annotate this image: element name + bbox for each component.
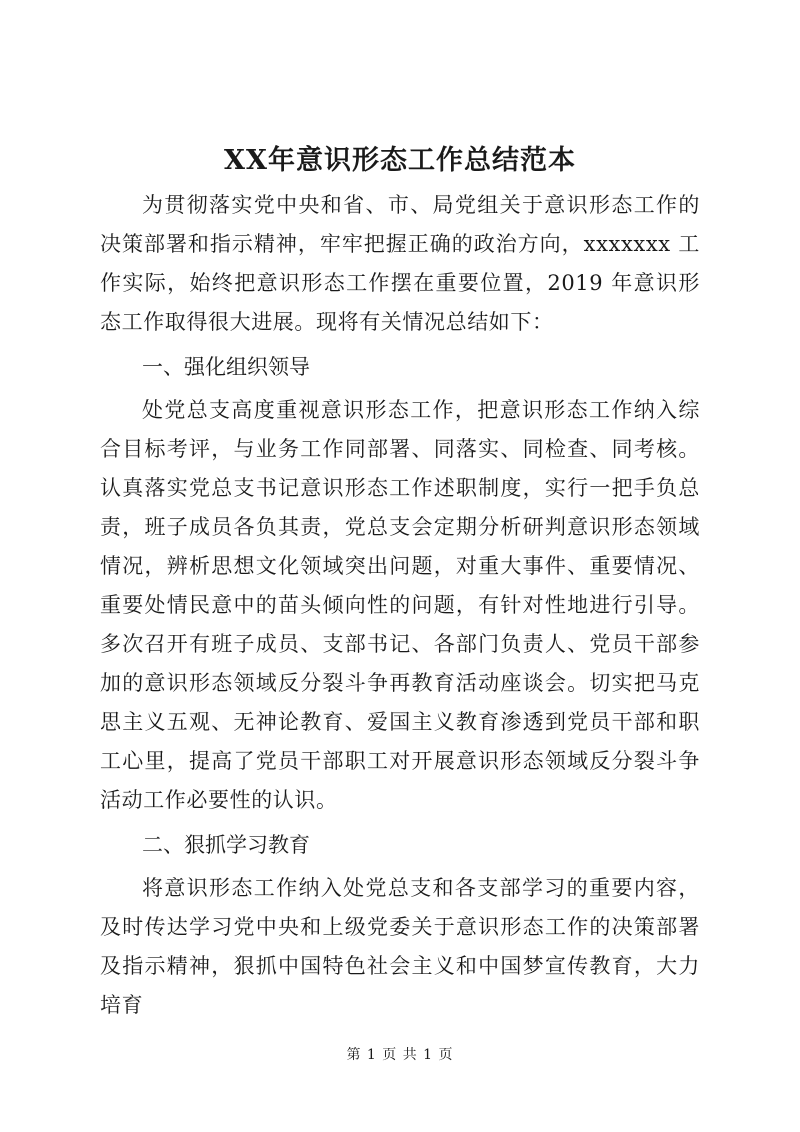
intro-paragraph: 为贯彻落实党中央和省、市、局党组关于意识形态工作的决策部署和指示精神，牢牢把握正确的政治方向，xxxxxxx 工作实际，始终把意识形态工作摆在重要位置，2019 年意识形态工作取得很大进展。现将有关情况总结如下： — [100, 193, 700, 334]
section-paragraph-1: 处党总支高度重视意识形态工作，把意识形态工作纳入综合目标考评，与业务工作同部署、同落实、同检查、同考核。认真落实党总支书记意识形态工作述职制度，实行一把手负总责，班子成员各负其责，党总支会定期分析研判意识形态领域情况，辨析思想文化领域突出问题，对重大事件、重要情况、重要处情民意中的苗头倾向性的问题，有针对性地进行引导。多次召开有班子成员、支部书记、各部门负责人、党员干部参加的意识形态领域反分裂斗争再教育活动座谈会。切实把马克思主义五观、无神论教育、爱国主义教育渗透到党员干部和职工心里，提高了党员干部职工对开展意识形态领域反分裂斗争活动工作必要性的认识。 — [100, 398, 700, 812]
section-paragraph-2: 将意识形态工作纳入处党总支和各支部学习的重要内容，及时传达学习党中央和上级党委关于意识形态工作的决策部署及指示精神，狠抓中国特色社会主义和中国梦宣传教育，大力培育 — [100, 876, 700, 1017]
page-footer: 第 1 页 共 1 页 — [346, 1047, 454, 1063]
section-heading-2: 二、狠抓学习教育 — [142, 833, 310, 857]
section-heading-1: 一、强化组织领导 — [142, 355, 310, 379]
document-title: XX年意识形态工作总结范本 — [224, 145, 576, 176]
document-body — [100, 186, 700, 1025]
